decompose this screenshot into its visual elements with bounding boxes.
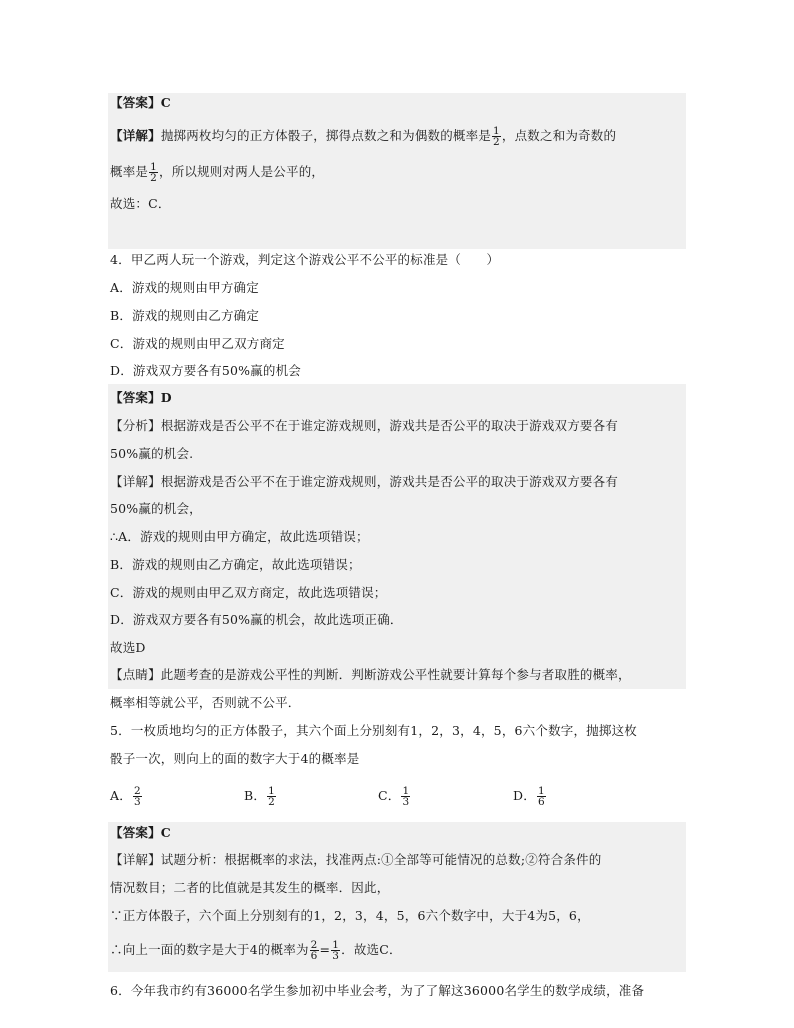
q4-analysis-line2: 50%赢的机会. [110,446,194,461]
q6-stem-line1: 6．今年我市约有36000名学生参加初中毕业会考，为了了解这36000名学生的数学成绩，准备 [110,983,645,998]
q5-detail-line3: ∵正方体骰子，六个面上分别刻有的1，2，3，4，5，6六个数字中，大于4为5，6， [110,908,590,923]
q5-answer: 【答案】C [110,825,171,840]
q5-stem-line2: 骰子一次，则向上的面的数字大于4的概率是 [110,751,360,766]
q5-detail-line4: ∴向上一面的数字是大于4的概率为 $\frac{2}{6}$ = $\frac{1}{3}$ ．故选C． [110,939,402,962]
q4-detail-line6: D．游戏双方要各有50%赢的机会，故此选项正确． [110,612,403,627]
q3-detail-line1 [110,126,616,147]
q5-option-a: A． $\frac{2}{3}$ [110,785,141,808]
q4-detail-line2: 50%赢的机会， [110,501,202,516]
q5-stem-line1: 5．一枚质地均匀的正方体骰子，其六个面上分别刻有1，2，3，4，5，6六个数字，抛掷这枚 [110,723,637,738]
q4-option-c: C．游戏的规则由甲乙双方商定 [110,336,285,351]
fraction: $\frac{1}{6}$ [537,785,545,808]
q3-detail-line2: 概率是 $\frac{1}{2}$ ，所以规则对两人是公平的， [110,161,325,184]
q4-analysis-line1: 【分析】根据游戏是否公平不在于谁定游戏规则，游戏共是否公平的取决于游戏双方要各有 [110,418,619,433]
q4-detail-line4: B．游戏的规则由乙方确定，故此选项错误； [110,557,361,572]
fraction: $\frac{2}{6}$ [310,939,318,962]
q4-detail-line5: C．游戏的规则由甲乙双方商定，故此选项错误； [110,585,387,600]
q3-detail-label: 【详解】 [110,128,161,143]
q4-comment-line2: 概率相等就公平，否则就不公平． [110,695,301,710]
q5-detail-line1: 【详解】试题分析：根据概率的求法，找准两点:①全部等可能情况的总数;②符合条件的 [110,852,602,867]
q4-option-d: D．游戏双方要各有50%赢的机会 [110,363,302,378]
q4-option-b: B．游戏的规则由乙方确定 [110,308,260,323]
q4-conclusion: 故选D [110,640,146,655]
q3-conclusion: 故选：C． [110,196,171,211]
q4-comment-line1: 【点睛】此题考查的是游戏公平性的判断．判断游戏公平性就要计算每个参与者取胜的概率， [110,667,631,682]
q4-detail-line1: 【详解】根据游戏是否公平不在于谁定游戏规则，游戏共是否公平的取决于游戏双方要各有 [110,474,619,489]
fraction: $\frac{2}{3}$ [133,785,141,808]
fraction: $\frac{1}{3}$ [402,785,410,808]
q3-detail-text-a: 抛掷两枚均匀的正方体骰子，掷得点数之和为偶数的概率是 [160,128,492,143]
q5-option-b: B． $\frac{1}{2}$ [244,785,275,808]
q5-option-d: D． $\frac{1}{6}$ [513,785,545,808]
q3-answer: 【答案】C [110,95,171,110]
q5-detail-line2: 情况数目；二者的比值就是其发生的概率．因此， [110,880,390,895]
q5-option-c: C． $\frac{1}{3}$ [378,785,410,808]
fraction: $\frac{1}{2}$ [150,161,157,184]
fraction: $\frac{1}{2}$ [493,125,500,148]
q4-detail-line3: ∴A．游戏的规则由甲方确定，故此选项错误； [110,529,369,544]
q4-answer: 【答案】D [110,390,172,405]
q4-option-a: A．游戏的规则由甲方确定 [110,280,259,295]
fraction: $\frac{1}{3}$ [332,939,340,962]
q3-detail-text-b: ，点数之和为奇数的 [501,128,617,143]
q4-stem: 4．甲乙两人玩一个游戏，判定这个游戏公平不公平的标准是（ ） [110,252,500,267]
fraction: $\frac{1}{2}$ [268,785,275,808]
